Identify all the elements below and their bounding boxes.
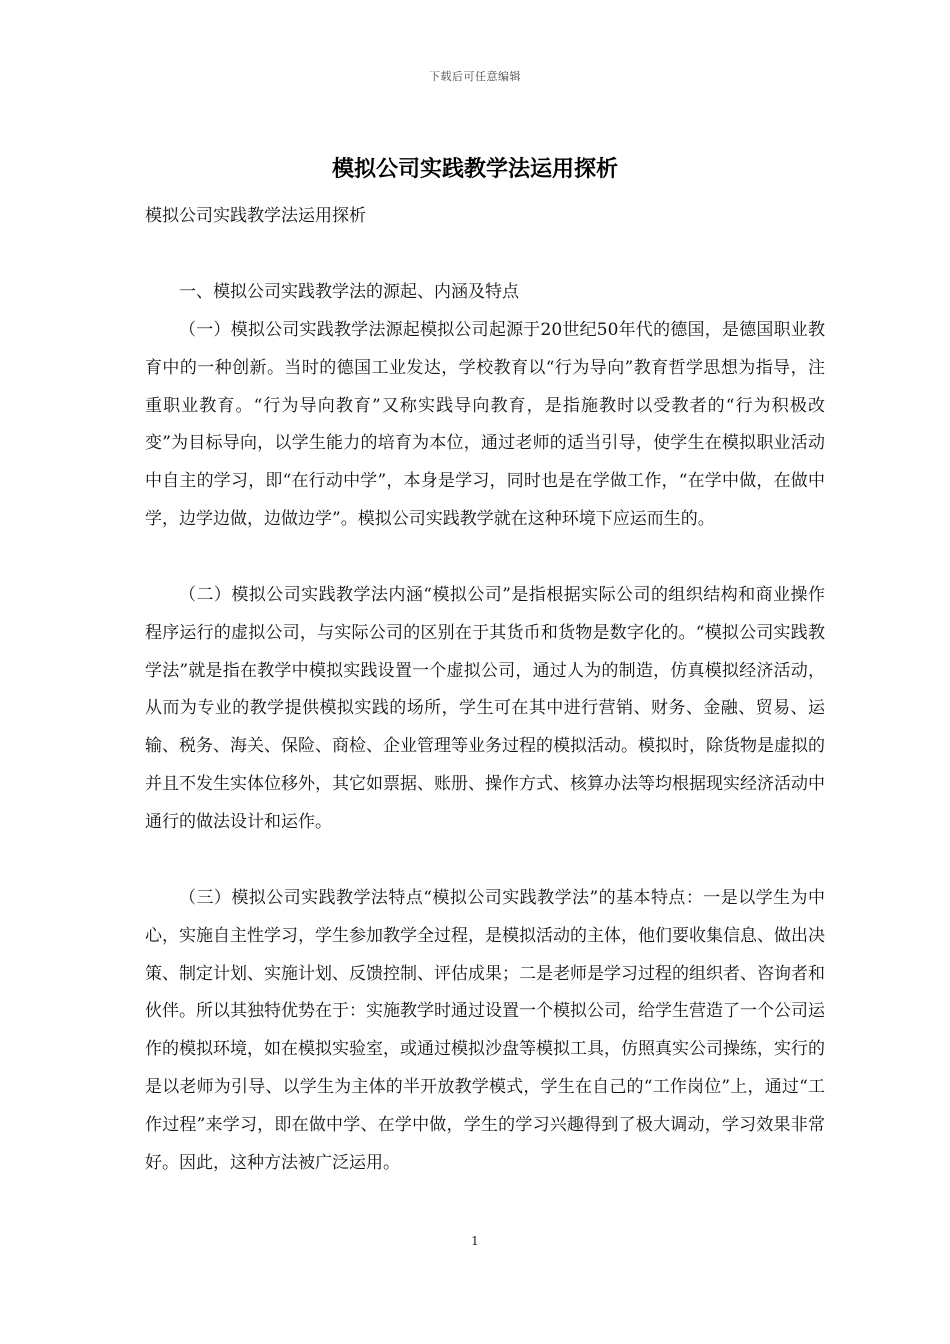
header-note: 下载后可任意编辑 — [429, 70, 521, 83]
paragraph-features: （三）模拟公司实践教学法特点“模拟公司实践教学法”的基本特点：一是以学生为中心，实施自主性学习，学生参加教学全过程，是模拟活动的主体，他们要收集信息、做出决策、制定计划、实施计划、反馈控制、评估成果；二是老师是学习过程的组织者、咨询者和伙伴。所以其独特优势在于：实施教学时通过设置一个模拟公司，给学生营造了一个公司运作的模拟环境，如在模拟实验室，或通过模拟沙盘等模拟工具，仿照真实公司操练，实行的是以老师为引导、以学生为主体的半开放教学模式，学生在自己的“工作岗位”上，通过“工作过程”来学习，即在做中学、在学中做，学生的学习兴趣得到了极大调动，学习效果非常好。因此，这种方法被广泛运用。 — [145, 888, 825, 1173]
document-subtitle: 模拟公司实践教学法运用探析 — [145, 206, 366, 226]
paragraph-connotation: （二）模拟公司实践教学法内涵“模拟公司”是指根据实际公司的组织结构和商业操作程序运行的虚拟公司，与实际公司的区别在于其货币和货物是数字化的。“模拟公司实践教学法”就是指在教学中模拟实践设置一个虚拟公司，通过人为的制造，仿真模拟经济活动，从而为专业的教学提供模拟实践的场所，学生可在其中进行营销、财务、金融、贸易、运输、税务、海关、保险、商检、企业管理等业务过程的模拟活动。模拟时，除货物是虚拟的并且不发生实体位移外，其它如票据、账册、操作方式、核算办法等均根据现实经济活动中通行的做法设计和运作。 — [145, 585, 825, 832]
paragraph-origin: （一）模拟公司实践教学法源起模拟公司起源于20世纪50年代的德国，是德国职业教育中的一种创新。当时的德国工业发达，学校教育以“行为导向”教育哲学思想为指导，注重职业教育。“行为导向教育”又称实践导向教育，是指施教时以受教者的“行为积极改变”为目标导向，以学生能力的培育为本位，通过老师的适当引导，使学生在模拟职业活动中自主的学习，即“在行动中学”，本身是学习，同时也是在学做工作，“在学中做，在做中学，边学边做，边做边学”。模拟公司实践教学就在这种环境下应运而生的。 — [145, 320, 825, 529]
page-number: 1 — [471, 1234, 479, 1248]
section-heading: 一、模拟公司实践教学法的源起、内涵及特点 — [179, 282, 519, 302]
document-title: 模拟公司实践教学法运用探析 — [331, 156, 618, 182]
